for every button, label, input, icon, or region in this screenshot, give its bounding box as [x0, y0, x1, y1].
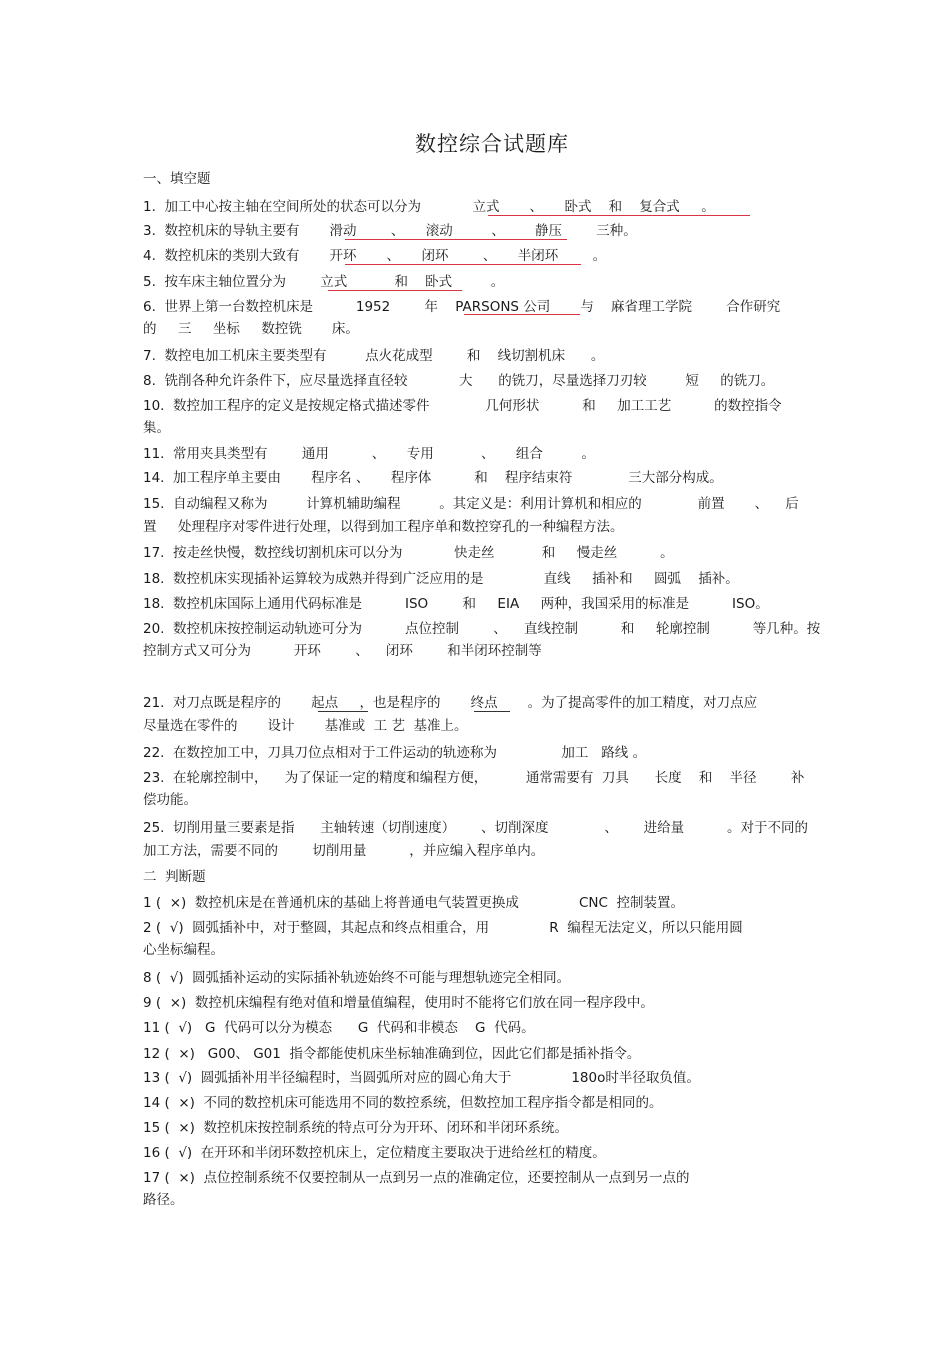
question-line: 3. 数控机床的导轨主要有 滑动 、 滚动 、 静压 三种。 — [143, 223, 637, 239]
judgement-line: 路径。 — [143, 1192, 184, 1208]
question-line: 14. 加工程序单主要由 程序名 、 程序体 和 程序结束符 三大部分构成。 — [143, 470, 723, 486]
question-line: 6. 世界上第一台数控机床是 1952 年 PARSONS 公司 与 麻省理工学院 合作研究 — [143, 299, 781, 315]
judgement-line: 14 ( ×) 不同的数控机床可能选用不同的数控系统，但数控加工程序指令都是相同的。 — [143, 1095, 663, 1111]
question-line: 1. 加工中心按主轴在空间所处的状态可以分为 立式 、 卧式 和 复合式 。 — [143, 199, 715, 215]
red-underline — [488, 215, 750, 216]
question-line: 23. 在轮廓控制中， 为了保证一定的精度和编程方便， 通常需要有 刀具 长度 和 半径 补 — [143, 770, 805, 786]
red-underline — [345, 239, 567, 240]
section-judgement-heading: 二 判断题 — [143, 869, 206, 885]
question-line: 15. 自动编程又称为 计算机辅助编程 。其定义是：利用计算机和相应的 前置 、 后 — [143, 496, 799, 512]
question-line: 25. 切削用量三要素是指 主轴转速（切削速度） 、切削深度 、 进给量 。对于不同的 — [143, 820, 808, 836]
judgement-line: 16 ( √) 在开环和半闭环数控机床上，定位精度主要取决于进给丝杠的精度。 — [143, 1145, 606, 1161]
question-line: 21. 对刀点既是程序的 起点 ，也是程序的 终点 。为了提高零件的加工精度，对刀点应 — [143, 695, 758, 711]
judgement-line: 12 ( ×) G00、 G01 指令都能使机床坐标轴准确到位，因此它们都是插补指令。 — [143, 1046, 641, 1062]
judgement-line: 2 ( √) 圆弧插补中，对于整圆，其起点和终点相重合，用 R 编程无法定义，所以只能用圆 — [143, 920, 743, 936]
question-line: 4. 数控机床的类别大致有 开环 、 闭环 、 半闭环 。 — [143, 248, 607, 264]
question-line: 18. 数控机床实现插补运算较为成熟并得到广泛应用的是 直线 插补和 圆弧 插补。 — [143, 571, 739, 587]
red-underline — [345, 264, 581, 265]
judgement-line: 8 ( √) 圆弧插补运动的实际插补轨迹始终不可能与理想轨迹完全相同。 — [143, 970, 571, 986]
question-line: 11. 常用夹具类型有 通用 、 专用 、 组合 。 — [143, 446, 596, 462]
question-line: 尽量选在零件的 设计 基准或 工 艺 基准上。 — [143, 718, 468, 734]
judgement-line: 9 ( ×) 数控机床编程有绝对值和增量值编程，使用时不能将它们放在同一程序段中。 — [143, 995, 654, 1011]
question-line: 集。 — [143, 420, 170, 436]
black-underline — [474, 711, 510, 712]
question-line: 8. 铣削各种允许条件下，应尽量选择直径较 大 的铣刀，尽量选择刀刃较 短 的铣刀。 — [143, 373, 775, 389]
question-line: 18. 数控机床国际上通用代码标准是 ISO 和 EIA 两种，我国采用的标准是 ISO。 — [143, 596, 769, 612]
judgement-line: 17 ( ×) 点位控制系统不仅要控制从一点到另一点的准确定位，还要控制从一点到另一点的 — [143, 1170, 690, 1186]
judgement-line: 心坐标编程。 — [143, 942, 224, 958]
judgement-line: 1 ( ×) 数控机床是在普通机床的基础上将普通电气装置更换成 CNC 控制装置。 — [143, 895, 685, 911]
question-line: 置 处理程序对零件进行处理，以得到加工程序单和数控穿孔的一种编程方法。 — [143, 519, 624, 535]
red-underline — [328, 290, 462, 291]
question-line: 20. 数控机床按控制运动轨迹可分为 点位控制 、 直线控制 和 轮廓控制 等几种。按 — [143, 621, 821, 637]
question-line: 偿功能。 — [143, 792, 197, 808]
question-line: 5. 按车床主轴位置分为 立式 和 卧式 。 — [143, 274, 505, 290]
question-line: 控制方式又可分为 开环 、 闭环 和半闭环控制等 — [143, 643, 542, 659]
question-line: 加工方法，需要不同的 切削用量 ，并应编入程序单内。 — [143, 843, 545, 859]
question-line: 7. 数控电加工机床主要类型有 点火花成型 和 线切割机床 。 — [143, 348, 605, 364]
section-fill-blank-heading: 一、填空题 — [143, 171, 211, 187]
red-underline — [464, 314, 580, 315]
question-line: 22. 在数控加工中，刀具刀位点相对于工件运动的轨迹称为 加工 路线 。 — [143, 745, 647, 761]
judgement-line: 13 ( √) 圆弧插补用半径编程时，当圆弧所对应的圆心角大于 180o时半径取负值。 — [143, 1070, 700, 1086]
question-line: 17. 按走丝快慢，数控线切割机床可以分为 快走丝 和 慢走丝 。 — [143, 545, 674, 561]
question-line: 10. 数控加工程序的定义是按规定格式描述零件 几何形状 和 加工工艺 的数控指令 — [143, 398, 782, 414]
judgement-line: 11 ( √) G 代码可以分为模态 G 代码和非模态 G 代码。 — [143, 1020, 535, 1036]
document-title: 数控综合试题库 — [415, 132, 569, 156]
question-line: 的 三 坐标 数控铣 床。 — [143, 321, 359, 337]
black-underline — [318, 711, 368, 712]
judgement-line: 15 ( ×) 数控机床按控制系统的特点可分为开环、闭环和半闭环系统。 — [143, 1120, 568, 1136]
